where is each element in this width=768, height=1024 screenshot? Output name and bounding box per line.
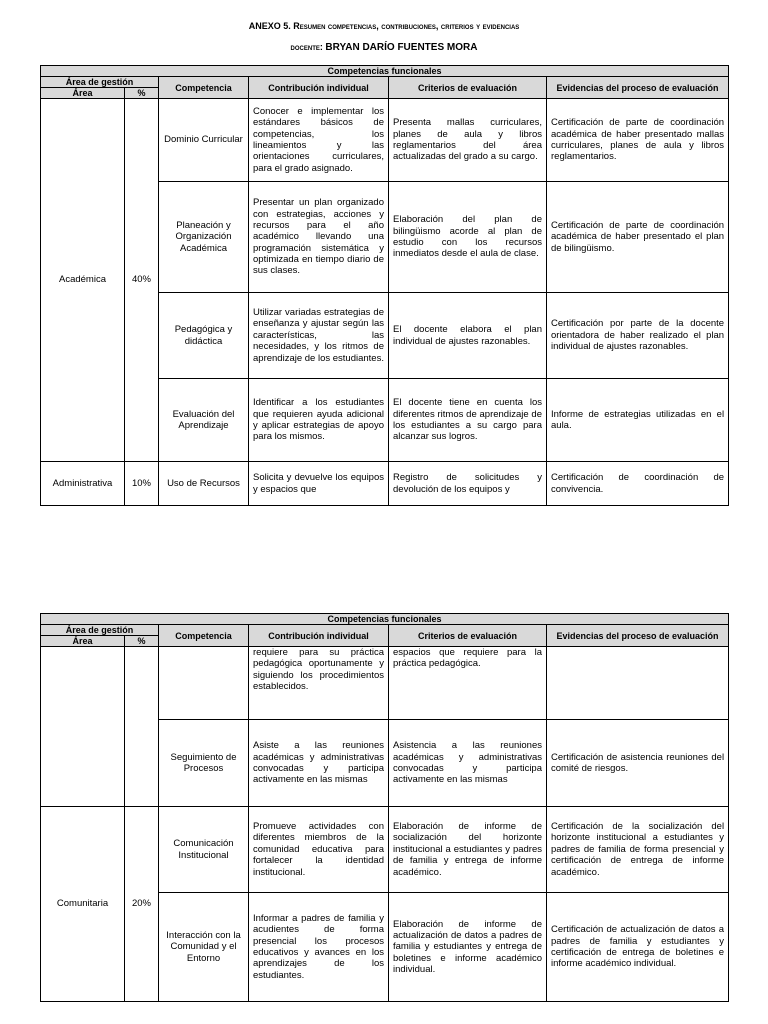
competencia-cell: Uso de Recursos bbox=[159, 462, 249, 506]
contribucion-cell: Conocer e implementar los estándares básicos de competencias, los lineamientos y las orientaciones curriculares, para el grado asignado. bbox=[249, 99, 389, 182]
area-cell: Académica bbox=[41, 99, 125, 462]
table-section-header bbox=[41, 66, 729, 77]
header-competencia: Competencia bbox=[159, 625, 249, 647]
evidencias-cell: Certificación de parte de coordinación académica de haber presentado el plan de bilingüismo. bbox=[547, 182, 729, 293]
table-header-row bbox=[41, 625, 729, 636]
area-cell: Comunitaria bbox=[41, 807, 125, 1002]
evidencias-cell: Certificación de asistencia reuniones del comité de riesgos. bbox=[547, 720, 729, 807]
competencia-cell: Pedagógica y didáctica bbox=[159, 293, 249, 379]
table-row bbox=[41, 807, 729, 893]
header-contribucion: Contribución individual bbox=[249, 77, 389, 99]
table-section-header bbox=[41, 614, 729, 625]
competencia-cell: Comunicación Institucional bbox=[159, 807, 249, 893]
pct-cell-continued bbox=[125, 647, 159, 807]
competencias-table-2 bbox=[40, 613, 729, 1002]
criterios-cell: Elaboración del plan de bilingüismo acorde al plan de estudio con los recursos inmediatos desde el aula de clase. bbox=[389, 182, 547, 293]
docente-label: docente: bbox=[290, 42, 323, 52]
criterios-cell: Elaboración de informe de socialización del horizonte institucional a estudiantes y padres de familia y entrega de informe académico. bbox=[389, 807, 547, 893]
competencia-cell: Seguimiento de Procesos bbox=[159, 720, 249, 807]
criterios-cell: Registro de solicitudes y devolución de los equipos y bbox=[389, 462, 547, 506]
section-title: Competencias funcionales bbox=[41, 66, 729, 77]
table-row bbox=[41, 647, 729, 720]
evidencias-cell: Certificación por parte de la docente orientadora de haber realizado el plan individual de ajustes razonables. bbox=[547, 293, 729, 379]
header-area: Área bbox=[41, 88, 125, 99]
header-pct: % bbox=[125, 636, 159, 647]
annex-prefix: ANEXO 5. bbox=[248, 21, 291, 31]
area-cell-continued bbox=[41, 647, 125, 807]
pct-cell: 40% bbox=[125, 99, 159, 462]
competencia-cell: Interacción con la Comunidad y el Entorno bbox=[159, 893, 249, 1002]
table-row bbox=[41, 99, 729, 182]
competencia-cell: Evaluación del Aprendizaje bbox=[159, 379, 249, 462]
contribucion-cell: Promueve actividades con diferentes miembros de la comunidad educativa para fortalecer la identidad institucional. bbox=[249, 807, 389, 893]
contribucion-cell: Identificar a los estudiantes que requieren ayuda adicional y aplicar estrategias de apoyo para los mismos. bbox=[249, 379, 389, 462]
contribucion-cell: Asiste a las reuniones académicas y administrativas convocadas y participa activamente en las mismas bbox=[249, 720, 389, 807]
evidencias-cell: Certificación de parte de coordinación académica de haber presentado mallas curriculares, planes de aula y libros reglamentarios. bbox=[547, 99, 729, 182]
evidencias-cell: Informe de estrategias utilizadas en el aula. bbox=[547, 379, 729, 462]
docente-line bbox=[0, 42, 768, 53]
table-header-row bbox=[41, 77, 729, 88]
contribucion-cell: Solicita y devuelve los equipos y espacios que bbox=[249, 462, 389, 506]
header-criterios: Criterios de evaluación bbox=[389, 625, 547, 647]
competencia-cell bbox=[159, 647, 249, 720]
table-row bbox=[41, 462, 729, 506]
docente-name: BRYAN DARÍO FUENTES MORA bbox=[325, 42, 478, 53]
evidencias-cell: Certificación de actualización de datos a padres de familia y estudiantes y certificación de entrega de boletines e informe académico individual. bbox=[547, 893, 729, 1002]
criterios-cell: El docente tiene en cuenta los diferentes ritmos de aprendizaje de los estudiantes a su cargo para alcanzar sus logros. bbox=[389, 379, 547, 462]
header-area: Área bbox=[41, 636, 125, 647]
criterios-cell: Elaboración de informe de actualización de datos a padres de familia y estudiantes y entrega de boletines e informe académico individual. bbox=[389, 893, 547, 1002]
criterios-cell: Presenta mallas curriculares, planes de aula y libros reglamentarios del área actualizadas del grado a su cargo. bbox=[389, 99, 547, 182]
header-evidencias: Evidencias del proceso de evaluación bbox=[547, 77, 729, 99]
contribucion-cell: Informar a padres de familia y acudientes de forma presencial los procesos educativos y avances en los aprendizajes de los estudiantes. bbox=[249, 893, 389, 1002]
criterios-cell: El docente elabora el plan individual de ajustes razonables. bbox=[389, 293, 547, 379]
evidencias-cell: Certificación de coordinación de convivencia. bbox=[547, 462, 729, 506]
competencias-table-1 bbox=[40, 65, 729, 506]
header-evidencias: Evidencias del proceso de evaluación bbox=[547, 625, 729, 647]
evidencias-cell bbox=[547, 647, 729, 720]
criterios-cell: espacios que requiere para la práctica pedagógica. bbox=[389, 647, 547, 720]
competencia-cell: Planeación y Organización Académica bbox=[159, 182, 249, 293]
header-area-gestion: Área de gestión bbox=[41, 77, 159, 88]
header-pct: % bbox=[125, 88, 159, 99]
contribucion-cell: Presentar un plan organizado con estrategias, acciones y recursos para el año académico llevando una programación sistemática y optimizada en tiempo diario de sus clases. bbox=[249, 182, 389, 293]
competencia-cell: Dominio Curricular bbox=[159, 99, 249, 182]
pct-cell: 10% bbox=[125, 462, 159, 506]
header-criterios: Criterios de evaluación bbox=[389, 77, 547, 99]
pct-cell: 20% bbox=[125, 807, 159, 1002]
criterios-cell: Asistencia a las reuniones académicas y administrativas convocadas y participa activamente en las mismas bbox=[389, 720, 547, 807]
annex-title bbox=[0, 21, 768, 31]
header-competencia: Competencia bbox=[159, 77, 249, 99]
contribucion-cell: Utilizar variadas estrategias de enseñanza y ajustar según las características, las necesidades, y los ritmos de aprendizaje de los estudiantes. bbox=[249, 293, 389, 379]
evidencias-cell: Certificación de la socialización del horizonte institucional a estudiantes y padres de familia de forma presencial y certificación de entrega de informe académico. bbox=[547, 807, 729, 893]
header-contribucion: Contribución individual bbox=[249, 625, 389, 647]
section-title: Competencias funcionales bbox=[41, 614, 729, 625]
annex-subtitle: Resumen competencias, contribuciones, criterios y evidencias bbox=[293, 21, 520, 31]
area-cell: Administrativa bbox=[41, 462, 125, 506]
contribucion-cell: requiere para su práctica pedagógica oportunamente y siguiendo los procedimientos establecidos. bbox=[249, 647, 389, 720]
header-area-gestion: Área de gestión bbox=[41, 625, 159, 636]
